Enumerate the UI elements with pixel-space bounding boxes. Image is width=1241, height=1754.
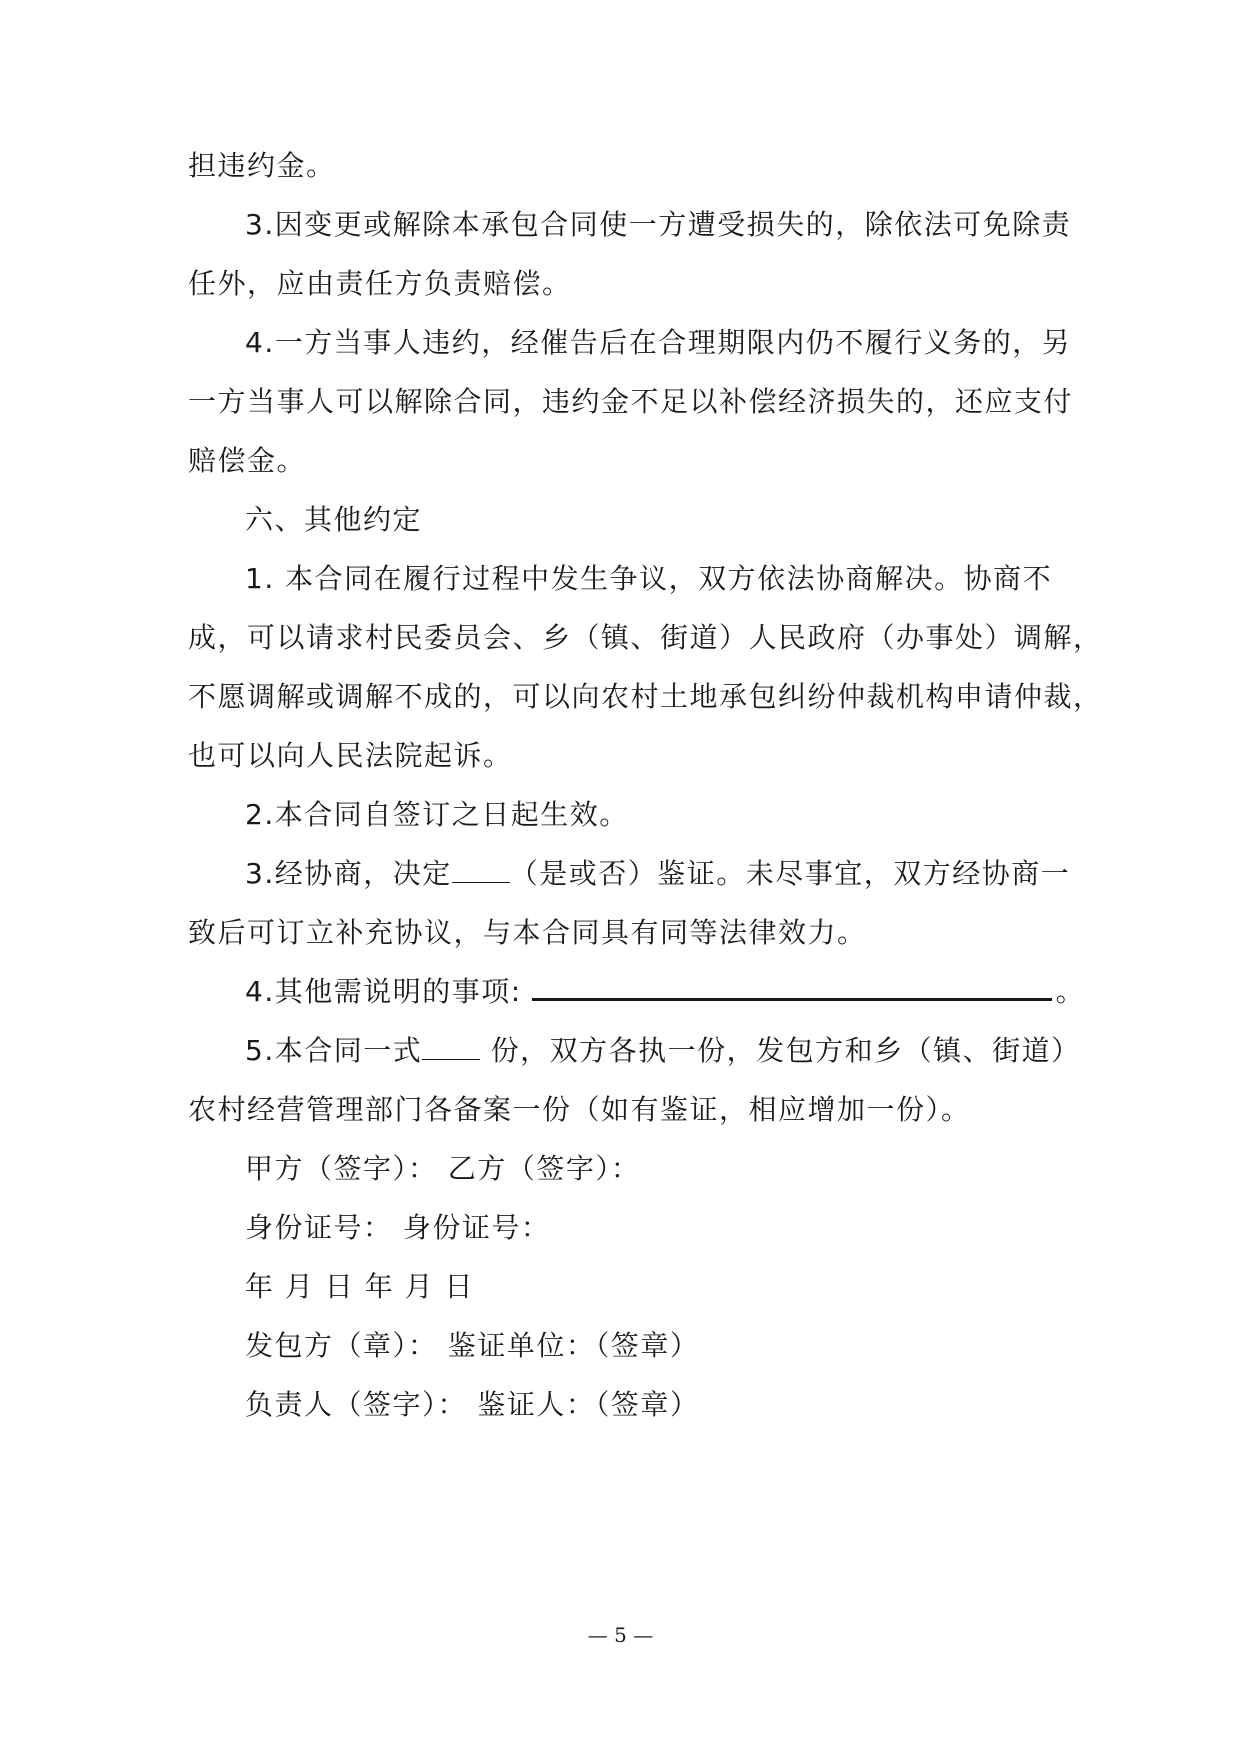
page-number: — 5 — (587, 1623, 654, 1647)
text-segment: （是或否）鉴证。未尽事宜，双方经协商一 (509, 857, 1071, 890)
text-line: 农村经营管理部门各备案一份（如有鉴证，相应增加一份）。 (188, 1093, 971, 1126)
signature-line-id: 身份证号： 身份证号： (245, 1211, 551, 1244)
clause-3-line: 3.因变更或解除本承包合同使一方遭受损失的，除依法可免除责 (245, 208, 1072, 241)
text-line: 成，可以请求村民委员会、乡（镇、街道）人民政府（办事处）调解， (188, 621, 1103, 654)
text-segment: 3.经协商，决定 (245, 857, 452, 890)
text-line: 担违约金。 (188, 149, 336, 182)
signature-line-seal: 发包方（章）： 鉴证单位：（签章） (245, 1329, 700, 1362)
text-line: 不愿调解或调解不成的，可以向农村土地承包纠纷仲裁机构申请仲裁， (188, 680, 1103, 713)
signature-line-date: 年 月 日 年 月 日 (245, 1270, 475, 1303)
clause-4b-line (245, 974, 1085, 1010)
text-line: 也可以向人民法院起诉。 (188, 739, 513, 772)
text-line: 任外，应由责任方负责赔偿。 (188, 267, 572, 300)
text-line: 赔偿金。 (188, 444, 307, 477)
section-heading: 六、其他约定 (245, 503, 423, 536)
clause-4-line: 4.一方当事人违约，经催告后在合理期限内仍不履行义务的，另 (245, 326, 1072, 359)
signature-line-responsible: 负责人（签字）： 鉴证人：（签章） (245, 1388, 700, 1421)
clause-3b-line (245, 856, 1070, 892)
blank-underline (422, 1033, 480, 1060)
clause-2-line: 2.本合同自签订之日起生效。 (245, 798, 629, 831)
blank-underline (532, 974, 1052, 1001)
signature-line-parties: 甲方（签字）： 乙方（签字）： (245, 1152, 641, 1185)
clause-1-line: 1. 本合同在履行过程中发生争议，双方依法协商解决。协商不 (245, 562, 1053, 595)
blank-underline (452, 856, 510, 883)
text-segment: 。 (1055, 975, 1086, 1008)
text-segment: 5.本合同一式 (245, 1034, 423, 1067)
text-line: 致后可订立补充协议，与本合同具有同等法律效力。 (188, 916, 867, 949)
text-segment: 4.其他需说明的事项: (245, 975, 522, 1008)
text-segment: 份，双方各执一份，发包方和乡（镇、街道） (480, 1034, 1081, 1067)
text-line: 一方当事人可以解除合同，违约金不足以补偿经济损失的，还应支付 (188, 385, 1074, 418)
clause-5-line (245, 1033, 1081, 1069)
